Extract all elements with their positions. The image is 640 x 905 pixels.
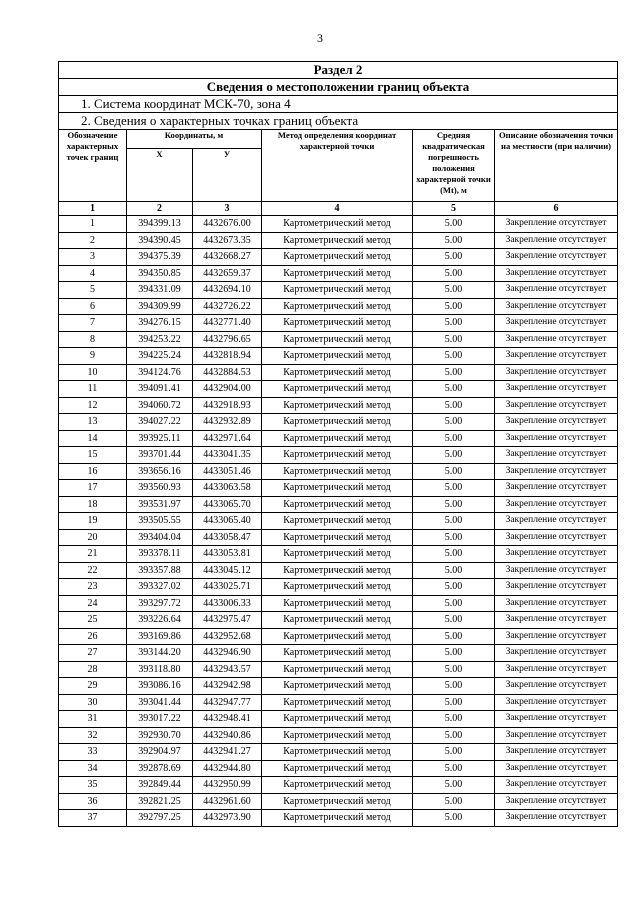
description: Закрепление отсутствует <box>495 760 618 777</box>
description: Закрепление отсутствует <box>495 282 618 299</box>
method: Картометрический метод <box>262 694 413 711</box>
description: Закрепление отсутствует <box>495 430 618 447</box>
method: Картометрический метод <box>262 397 413 414</box>
coord-x: 392821.25 <box>127 793 193 810</box>
accuracy: 5.00 <box>413 331 495 348</box>
point-number: 33 <box>59 744 127 761</box>
description: Закрепление отсутствует <box>495 810 618 827</box>
accuracy: 5.00 <box>413 216 495 233</box>
table-row <box>59 678 618 695</box>
description: Закрепление отсутствует <box>495 397 618 414</box>
header-coordinates: Координаты, м <box>127 130 262 149</box>
table-row <box>59 447 618 464</box>
point-number: 7 <box>59 315 127 332</box>
method: Картометрический метод <box>262 628 413 645</box>
description: Закрепление отсутствует <box>495 744 618 761</box>
table-row <box>59 315 618 332</box>
coord-y: 4432975.47 <box>193 612 262 629</box>
coord-y: 4433065.70 <box>193 496 262 513</box>
coord-y: 4432796.65 <box>193 331 262 348</box>
table-row <box>59 661 618 678</box>
coord-y: 4433063.58 <box>193 480 262 497</box>
point-number: 31 <box>59 711 127 728</box>
coord-y: 4432961.60 <box>193 793 262 810</box>
table-row <box>59 348 618 365</box>
coord-x: 394276.15 <box>127 315 193 332</box>
description: Закрепление отсутствует <box>495 727 618 744</box>
accuracy: 5.00 <box>413 265 495 282</box>
coord-y: 4432884.53 <box>193 364 262 381</box>
method: Картометрический метод <box>262 414 413 431</box>
method: Картометрический метод <box>262 661 413 678</box>
accuracy: 5.00 <box>413 645 495 662</box>
description: Закрепление отсутствует <box>495 529 618 546</box>
method: Картометрический метод <box>262 546 413 563</box>
table-row <box>59 628 618 645</box>
coord-y: 4432726.22 <box>193 298 262 315</box>
coord-x: 392930.70 <box>127 727 193 744</box>
coord-y: 4432694.10 <box>193 282 262 299</box>
description: Закрепление отсутствует <box>495 463 618 480</box>
description: Закрепление отсутствует <box>495 315 618 332</box>
description: Закрепление отсутствует <box>495 711 618 728</box>
coord-y: 4433045.12 <box>193 562 262 579</box>
description: Закрепление отсутствует <box>495 364 618 381</box>
method: Картометрический метод <box>262 315 413 332</box>
coord-y: 4432973.90 <box>193 810 262 827</box>
table-row <box>59 496 618 513</box>
coord-y: 4432942.98 <box>193 678 262 695</box>
method: Картометрический метод <box>262 282 413 299</box>
table-row <box>59 694 618 711</box>
point-number: 21 <box>59 546 127 563</box>
list-row <box>59 96 618 113</box>
coord-x: 393297.72 <box>127 595 193 612</box>
accuracy: 5.00 <box>413 711 495 728</box>
accuracy: 5.00 <box>413 447 495 464</box>
accuracy: 5.00 <box>413 249 495 266</box>
accuracy: 5.00 <box>413 562 495 579</box>
coord-y: 4432940.86 <box>193 727 262 744</box>
description: Закрепление отсутствует <box>495 496 618 513</box>
accuracy: 5.00 <box>413 546 495 563</box>
coord-y: 4432659.37 <box>193 265 262 282</box>
point-number: 9 <box>59 348 127 365</box>
point-number: 15 <box>59 447 127 464</box>
accuracy: 5.00 <box>413 678 495 695</box>
method: Картометрический метод <box>262 381 413 398</box>
column-number: 6 <box>495 202 618 216</box>
description: Закрепление отсутствует <box>495 595 618 612</box>
method: Картометрический метод <box>262 579 413 596</box>
accuracy: 5.00 <box>413 793 495 810</box>
description: Закрепление отсутствует <box>495 793 618 810</box>
header-description: Описание обозначения точки на местности (при наличии) <box>495 130 618 202</box>
coord-x: 393531.97 <box>127 496 193 513</box>
description: Закрепление отсутствует <box>495 694 618 711</box>
boundary-points-table <box>58 61 618 827</box>
method: Картометрический метод <box>262 777 413 794</box>
coord-y: 4433006.33 <box>193 595 262 612</box>
coord-x: 393144.20 <box>127 645 193 662</box>
table-row <box>59 546 618 563</box>
point-number: 2 <box>59 232 127 249</box>
method: Картометрический метод <box>262 463 413 480</box>
accuracy: 5.00 <box>413 397 495 414</box>
point-number: 18 <box>59 496 127 513</box>
accuracy: 5.00 <box>413 760 495 777</box>
table-row <box>59 364 618 381</box>
accuracy: 5.00 <box>413 364 495 381</box>
coord-x: 393925.11 <box>127 430 193 447</box>
coord-x: 394091.41 <box>127 381 193 398</box>
coord-y: 4433053.81 <box>193 546 262 563</box>
table-row <box>59 529 618 546</box>
description: Закрепление отсутствует <box>495 579 618 596</box>
table-row <box>59 645 618 662</box>
coord-x: 394331.09 <box>127 282 193 299</box>
point-number: 23 <box>59 579 127 596</box>
method: Картометрический метод <box>262 810 413 827</box>
coord-y: 4432952.68 <box>193 628 262 645</box>
table-row <box>59 727 618 744</box>
coord-x: 394060.72 <box>127 397 193 414</box>
table-row <box>59 397 618 414</box>
table-row <box>59 595 618 612</box>
coord-x: 393656.16 <box>127 463 193 480</box>
accuracy: 5.00 <box>413 777 495 794</box>
accuracy: 5.00 <box>413 381 495 398</box>
description: Закрепление отсутствует <box>495 298 618 315</box>
table-row <box>59 381 618 398</box>
list-row <box>59 113 618 130</box>
method: Картометрический метод <box>262 430 413 447</box>
title-row <box>59 79 618 96</box>
description: Закрепление отсутствует <box>495 628 618 645</box>
coord-x: 394390.45 <box>127 232 193 249</box>
coord-x: 393327.02 <box>127 579 193 596</box>
accuracy: 5.00 <box>413 529 495 546</box>
accuracy: 5.00 <box>413 430 495 447</box>
coord-x: 394124.76 <box>127 364 193 381</box>
coord-x: 393357.88 <box>127 562 193 579</box>
coord-y: 4432932.89 <box>193 414 262 431</box>
accuracy: 5.00 <box>413 579 495 596</box>
coord-x: 394309.99 <box>127 298 193 315</box>
table-row <box>59 480 618 497</box>
column-numbers-row <box>59 202 618 216</box>
table-row <box>59 760 618 777</box>
column-number: 2 <box>127 202 193 216</box>
table-row <box>59 793 618 810</box>
method: Картометрический метод <box>262 447 413 464</box>
coord-x: 393226.64 <box>127 612 193 629</box>
accuracy: 5.00 <box>413 513 495 530</box>
table-row <box>59 579 618 596</box>
method: Картометрический метод <box>262 513 413 530</box>
column-number: 4 <box>262 202 413 216</box>
coord-y: 4432943.57 <box>193 661 262 678</box>
coord-x: 393701.44 <box>127 447 193 464</box>
point-number: 26 <box>59 628 127 645</box>
table-row <box>59 232 618 249</box>
column-number: 5 <box>413 202 495 216</box>
point-number: 29 <box>59 678 127 695</box>
description: Закрепление отсутствует <box>495 331 618 348</box>
coord-y: 4433065.40 <box>193 513 262 530</box>
coord-x: 393086.16 <box>127 678 193 695</box>
description: Закрепление отсутствует <box>495 480 618 497</box>
coord-y: 4432971.64 <box>193 430 262 447</box>
coord-y: 4432948.41 <box>193 711 262 728</box>
method: Картометрический метод <box>262 529 413 546</box>
method: Картометрический метод <box>262 331 413 348</box>
method: Картометрический метод <box>262 496 413 513</box>
point-number: 5 <box>59 282 127 299</box>
point-number: 35 <box>59 777 127 794</box>
point-number: 27 <box>59 645 127 662</box>
coord-x: 393560.93 <box>127 480 193 497</box>
accuracy: 5.00 <box>413 315 495 332</box>
coordinate-system-item: 1. Система координат МСК-70, зона 4 <box>59 96 618 113</box>
method: Картометрический метод <box>262 298 413 315</box>
method: Картометрический метод <box>262 744 413 761</box>
points-info-item: 2. Сведения о характерных точках границ объекта <box>59 113 618 130</box>
table-row <box>59 282 618 299</box>
table-row <box>59 777 618 794</box>
accuracy: 5.00 <box>413 232 495 249</box>
accuracy: 5.00 <box>413 463 495 480</box>
table-row <box>59 612 618 629</box>
method: Картометрический метод <box>262 595 413 612</box>
accuracy: 5.00 <box>413 298 495 315</box>
coord-x: 394253.22 <box>127 331 193 348</box>
accuracy: 5.00 <box>413 282 495 299</box>
method: Картометрический метод <box>262 348 413 365</box>
coord-x: 393505.55 <box>127 513 193 530</box>
point-number: 16 <box>59 463 127 480</box>
coord-y: 4432818.94 <box>193 348 262 365</box>
table-row <box>59 216 618 233</box>
coord-y: 4433041.35 <box>193 447 262 464</box>
coord-y: 4432904.00 <box>193 381 262 398</box>
point-number: 14 <box>59 430 127 447</box>
point-number: 19 <box>59 513 127 530</box>
header-accuracy: Средняя квадратическая погрешность положения характерной точки (Mt), м <box>413 130 495 202</box>
description: Закрепление отсутствует <box>495 513 618 530</box>
point-number: 28 <box>59 661 127 678</box>
coord-x: 393404.04 <box>127 529 193 546</box>
description: Закрепление отсутствует <box>495 232 618 249</box>
coord-x: 394375.39 <box>127 249 193 266</box>
section-row <box>59 62 618 79</box>
coord-x: 394027.22 <box>127 414 193 431</box>
description: Закрепление отсутствует <box>495 265 618 282</box>
point-number: 6 <box>59 298 127 315</box>
accuracy: 5.00 <box>413 480 495 497</box>
description: Закрепление отсутствует <box>495 661 618 678</box>
coord-x: 393041.44 <box>127 694 193 711</box>
description: Закрепление отсутствует <box>495 348 618 365</box>
header-row <box>59 130 618 149</box>
point-number: 3 <box>59 249 127 266</box>
point-number: 11 <box>59 381 127 398</box>
method: Картометрический метод <box>262 645 413 662</box>
header-designation: Обозначение характерных точек границ <box>59 130 127 202</box>
method: Картометрический метод <box>262 480 413 497</box>
header-x: X <box>127 149 193 202</box>
point-number: 12 <box>59 397 127 414</box>
table-row <box>59 463 618 480</box>
table-row <box>59 513 618 530</box>
point-number: 36 <box>59 793 127 810</box>
method: Картометрический метод <box>262 364 413 381</box>
accuracy: 5.00 <box>413 348 495 365</box>
coord-x: 392849.44 <box>127 777 193 794</box>
method: Картометрический метод <box>262 249 413 266</box>
table-row <box>59 711 618 728</box>
coord-x: 392878.69 <box>127 760 193 777</box>
description: Закрепление отсутствует <box>495 562 618 579</box>
coord-y: 4432668.27 <box>193 249 262 266</box>
point-number: 32 <box>59 727 127 744</box>
column-number: 1 <box>59 202 127 216</box>
coord-x: 393378.11 <box>127 546 193 563</box>
accuracy: 5.00 <box>413 661 495 678</box>
column-number: 3 <box>193 202 262 216</box>
coord-y: 4432771.40 <box>193 315 262 332</box>
table-title: Сведения о местоположении границ объекта <box>59 79 618 96</box>
header-method: Метод определения координат характерной точки <box>262 130 413 202</box>
method: Картометрический метод <box>262 612 413 629</box>
point-number: 22 <box>59 562 127 579</box>
coord-y: 4433051.46 <box>193 463 262 480</box>
method: Картометрический метод <box>262 232 413 249</box>
accuracy: 5.00 <box>413 727 495 744</box>
coord-y: 4432950.99 <box>193 777 262 794</box>
coord-y: 4433025.71 <box>193 579 262 596</box>
method: Картометрический метод <box>262 793 413 810</box>
point-number: 4 <box>59 265 127 282</box>
coord-x: 393169.86 <box>127 628 193 645</box>
coord-y: 4432673.35 <box>193 232 262 249</box>
accuracy: 5.00 <box>413 694 495 711</box>
table-row <box>59 744 618 761</box>
coord-x: 394350.85 <box>127 265 193 282</box>
coord-x: 392797.25 <box>127 810 193 827</box>
coord-x: 393017.22 <box>127 711 193 728</box>
coord-x: 394225.24 <box>127 348 193 365</box>
method: Картометрический метод <box>262 562 413 579</box>
method: Картометрический метод <box>262 265 413 282</box>
coord-y: 4432941.27 <box>193 744 262 761</box>
coord-y: 4432918.93 <box>193 397 262 414</box>
point-number: 24 <box>59 595 127 612</box>
point-number: 1 <box>59 216 127 233</box>
coord-y: 4432946.90 <box>193 645 262 662</box>
coord-y: 4432676.00 <box>193 216 262 233</box>
point-number: 13 <box>59 414 127 431</box>
table-row <box>59 265 618 282</box>
table-row <box>59 430 618 447</box>
coord-x: 393118.80 <box>127 661 193 678</box>
description: Закрепление отсутствует <box>495 414 618 431</box>
coord-y: 4433058.47 <box>193 529 262 546</box>
description: Закрепление отсутствует <box>495 777 618 794</box>
table-row <box>59 562 618 579</box>
point-number: 37 <box>59 810 127 827</box>
accuracy: 5.00 <box>413 744 495 761</box>
page-number: 3 <box>317 31 323 45</box>
description: Закрепление отсутствует <box>495 546 618 563</box>
table-row <box>59 249 618 266</box>
description: Закрепление отсутствует <box>495 447 618 464</box>
accuracy: 5.00 <box>413 628 495 645</box>
header-y: У <box>193 149 262 202</box>
point-number: 20 <box>59 529 127 546</box>
method: Картометрический метод <box>262 760 413 777</box>
table-row <box>59 810 618 827</box>
method: Картометрический метод <box>262 727 413 744</box>
coord-y: 4432947.77 <box>193 694 262 711</box>
coord-x: 392904.97 <box>127 744 193 761</box>
coord-x: 394399.13 <box>127 216 193 233</box>
method: Картометрический метод <box>262 711 413 728</box>
point-number: 17 <box>59 480 127 497</box>
description: Закрепление отсутствует <box>495 381 618 398</box>
accuracy: 5.00 <box>413 414 495 431</box>
description: Закрепление отсутствует <box>495 645 618 662</box>
description: Закрепление отсутствует <box>495 678 618 695</box>
description: Закрепление отсутствует <box>495 249 618 266</box>
description: Закрепление отсутствует <box>495 216 618 233</box>
coord-y: 4432944.80 <box>193 760 262 777</box>
method: Картометрический метод <box>262 678 413 695</box>
point-number: 8 <box>59 331 127 348</box>
table-row <box>59 298 618 315</box>
point-number: 30 <box>59 694 127 711</box>
section-heading: Раздел 2 <box>59 62 618 79</box>
accuracy: 5.00 <box>413 496 495 513</box>
table-row <box>59 414 618 431</box>
point-number: 25 <box>59 612 127 629</box>
method: Картометрический метод <box>262 216 413 233</box>
accuracy: 5.00 <box>413 612 495 629</box>
point-number: 10 <box>59 364 127 381</box>
table-row <box>59 331 618 348</box>
point-number: 34 <box>59 760 127 777</box>
accuracy: 5.00 <box>413 595 495 612</box>
accuracy: 5.00 <box>413 810 495 827</box>
description: Закрепление отсутствует <box>495 612 618 629</box>
